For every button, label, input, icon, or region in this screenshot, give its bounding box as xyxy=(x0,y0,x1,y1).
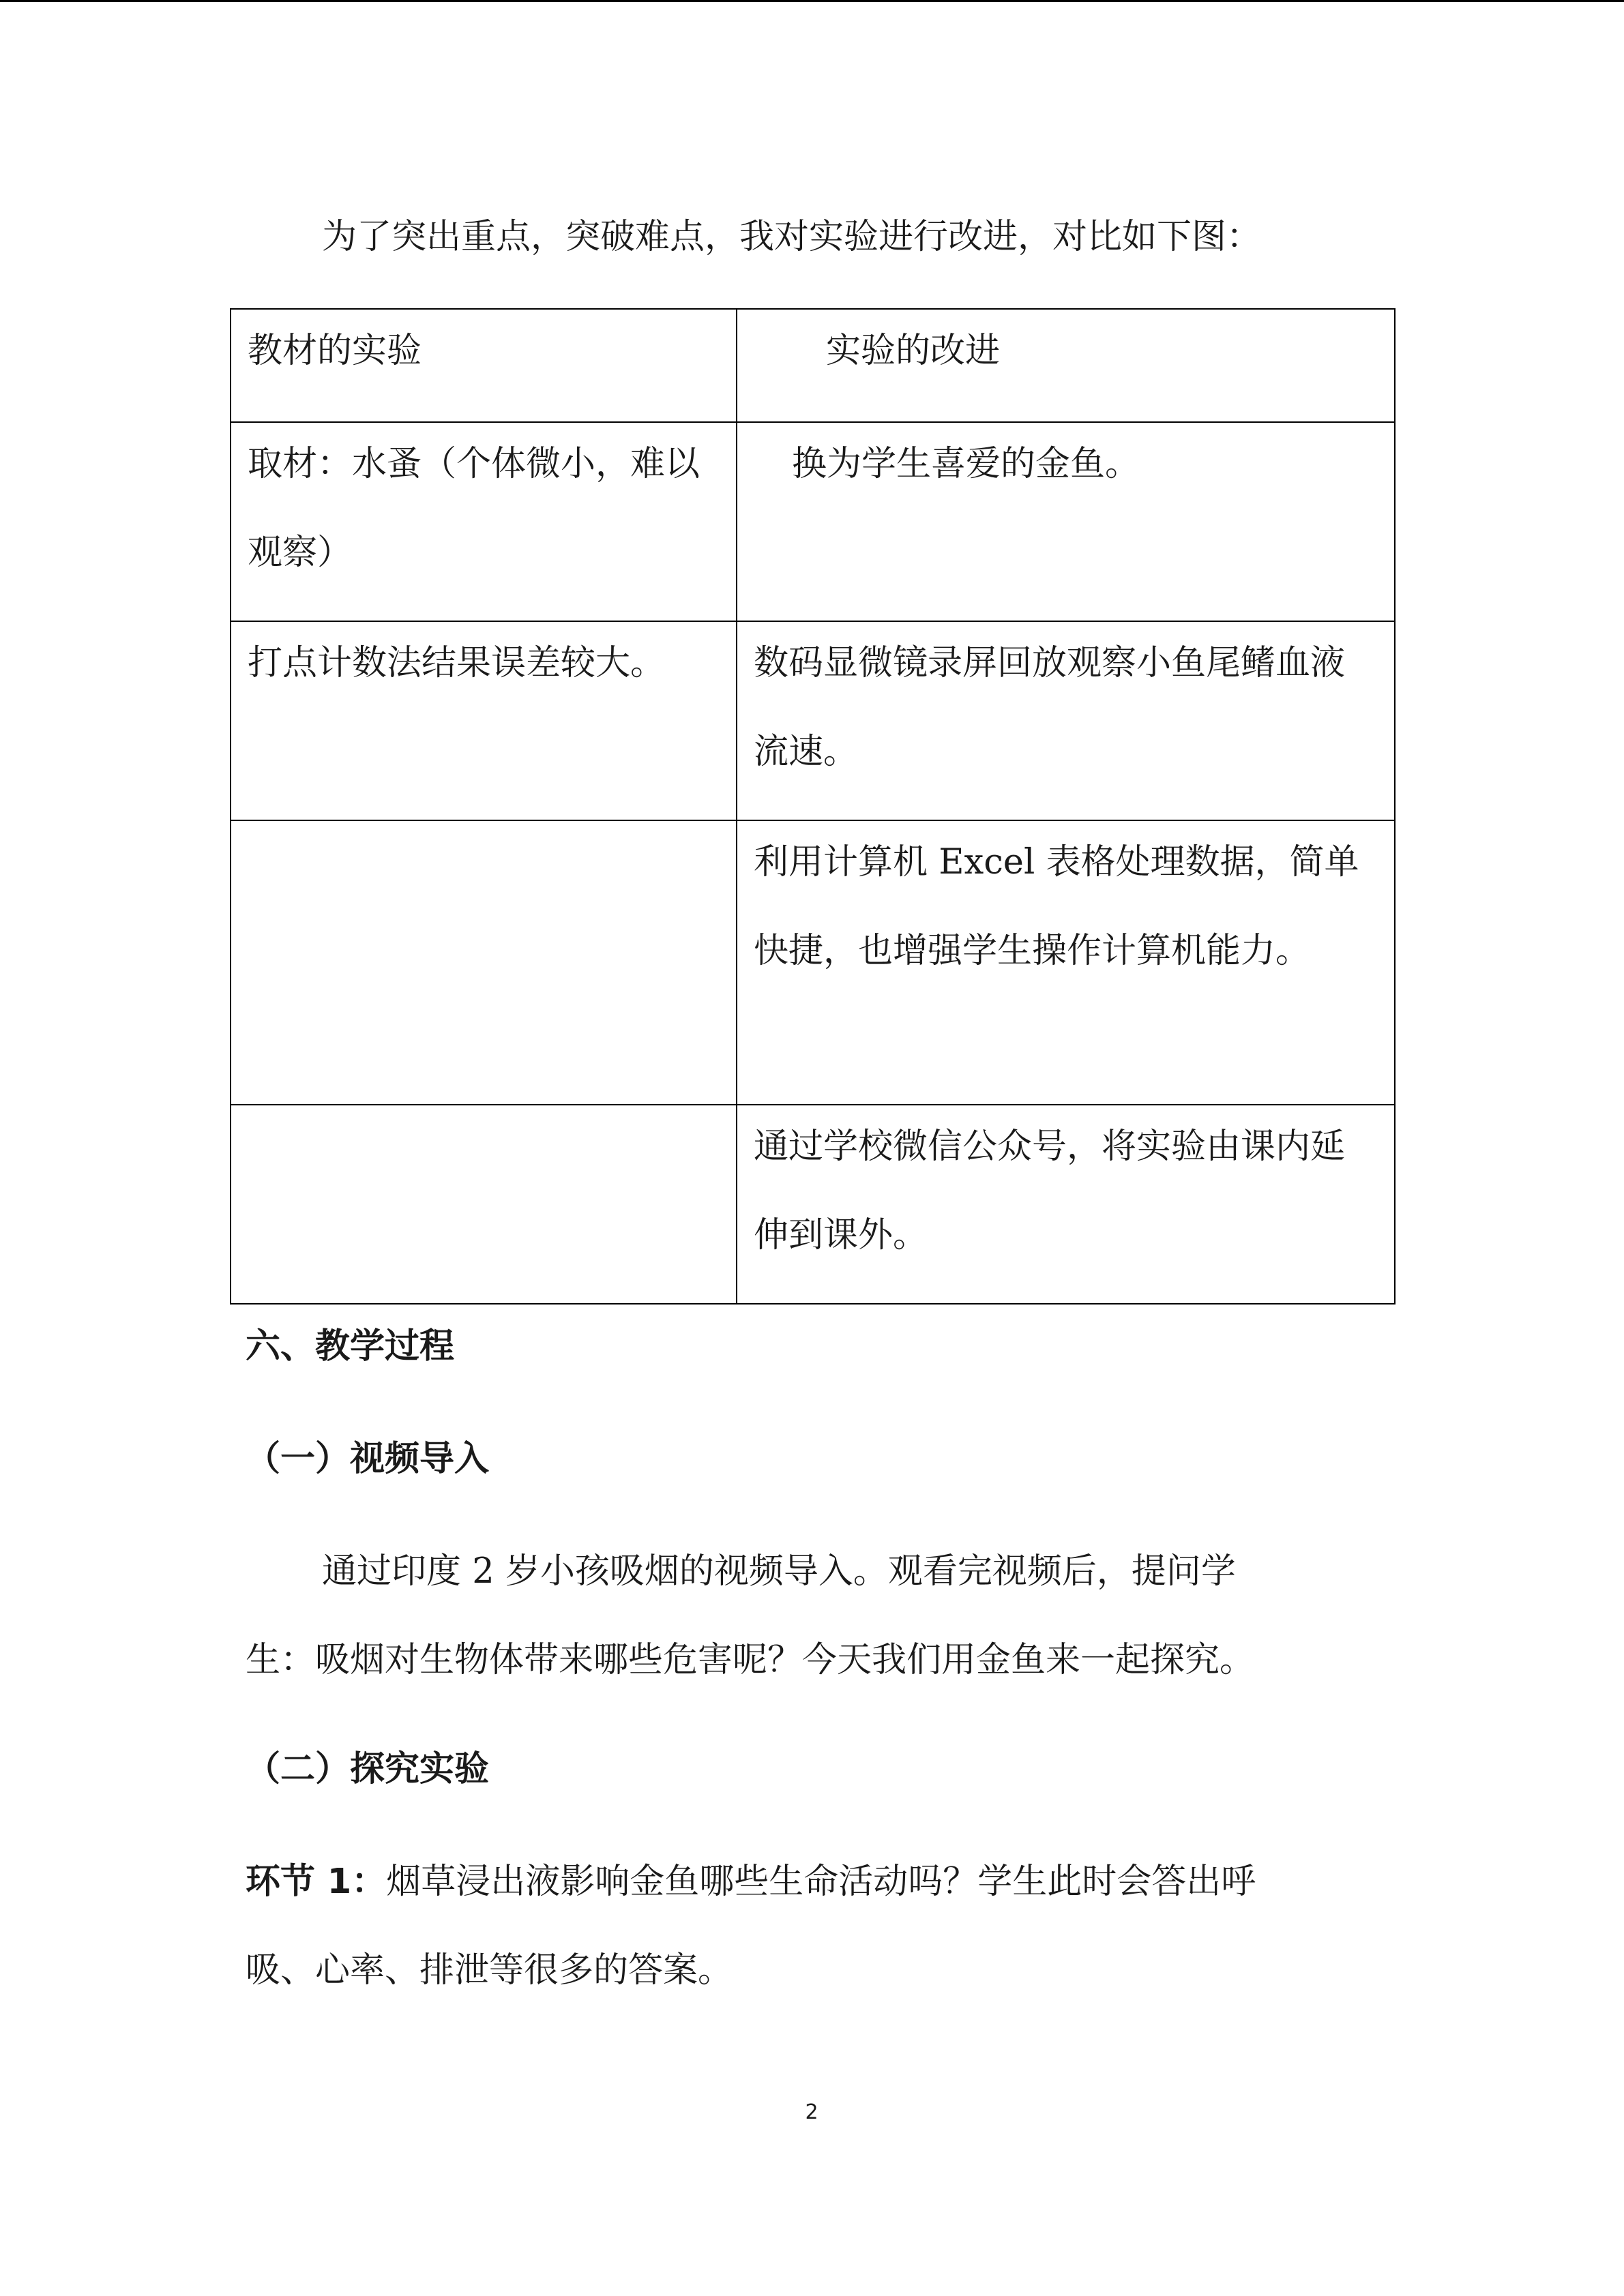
paragraph-line: 通过印度 2 岁小孩吸烟的视频导入。观看完视频后，提问学 xyxy=(322,1551,1236,1592)
table-cell xyxy=(231,1105,737,1304)
paragraph-line: 吸、心率、排泄等很多的答案。 xyxy=(246,1950,733,1991)
table-header-row xyxy=(231,309,1395,422)
page-number: 2 xyxy=(805,2100,818,2124)
table-row xyxy=(231,820,1395,1105)
table-cell: 打点计数法结果误差较大。 xyxy=(231,621,737,820)
intro-paragraph: 为了突出重点，突破难点，我对实验进行改进，对比如下图： xyxy=(322,217,1262,257)
subsection-heading: （一）视频导入 xyxy=(246,1439,490,1479)
comparison-table xyxy=(230,308,1396,1304)
step-paragraph xyxy=(246,1862,1378,1903)
table-header-cell: 教材的实验 xyxy=(231,309,737,422)
table-cell xyxy=(231,820,737,1105)
table-cell: 取材：水蚤（个体微小，难以观察） xyxy=(231,422,737,621)
step-label: 环节 1： xyxy=(246,1862,387,1902)
top-border-line xyxy=(0,0,1624,2)
paragraph-line: 生：吸烟对生物体带来哪些危害呢？今天我们用金鱼来一起探究。 xyxy=(246,1640,1255,1680)
table-row xyxy=(231,621,1395,820)
table-cell: 换为学生喜爱的金鱼。 xyxy=(737,422,1395,621)
step-text: 烟草浸出液影响金鱼哪些生命活动吗？学生此时会答出呼 xyxy=(386,1862,1256,1902)
table-cell: 利用计算机 Excel 表格处理数据，简单快捷，也增强学生操作计算机能力。 xyxy=(737,820,1395,1105)
table-cell: 数码显微镜录屏回放观察小鱼尾鳍血液流速。 xyxy=(737,621,1395,820)
subsection-heading: （二）探究实验 xyxy=(246,1749,490,1789)
table-row xyxy=(231,1105,1395,1304)
section-heading: 六、教学过程 xyxy=(246,1326,455,1367)
table-header-cell: 实验的改进 xyxy=(737,309,1395,422)
table-cell: 通过学校微信公众号，将实验由课内延伸到课外。 xyxy=(737,1105,1395,1304)
table-row xyxy=(231,422,1395,621)
